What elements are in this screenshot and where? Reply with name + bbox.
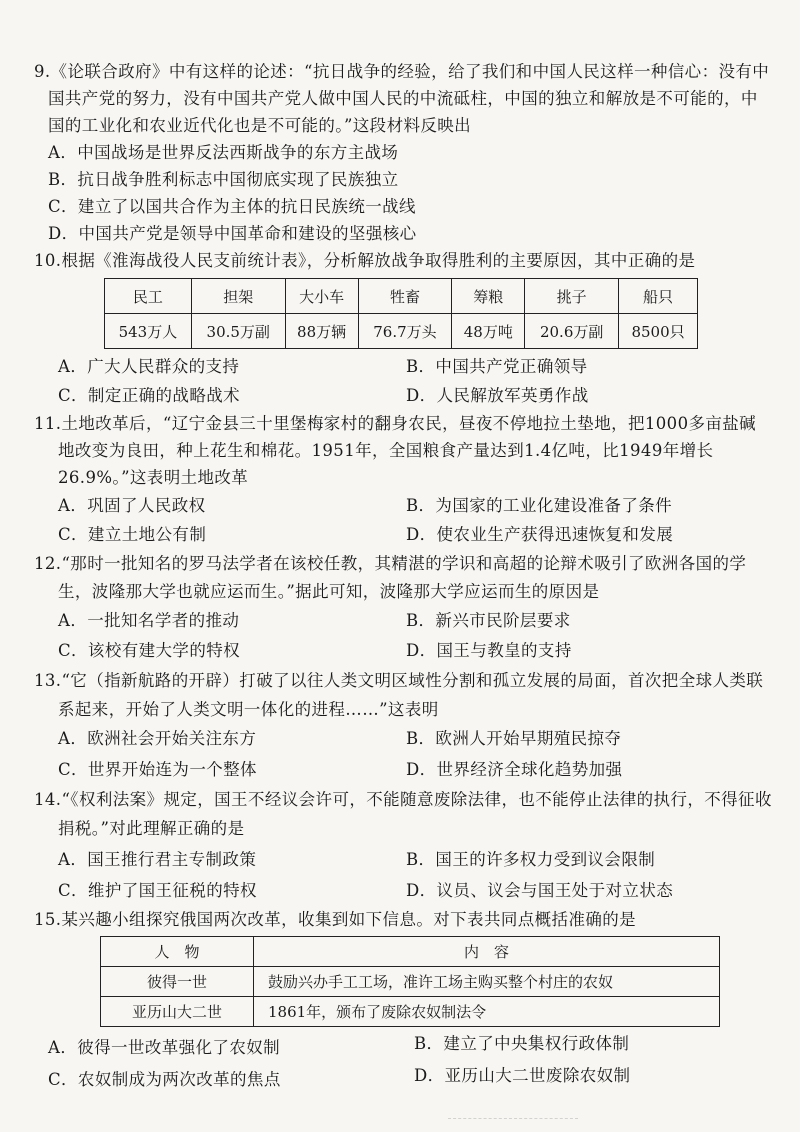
question-stem-line: 10.根据《淮海战役人民支前统计表》，分析解放战争取得胜利的主要原因，其中正确的是 [34,251,696,270]
question-number: 15. [34,910,62,929]
option-c[interactable]: C．世界开始连为一个整体 [58,760,257,779]
question-stem-line: 14.“《权利法案》规定，国王不经议会许可，不能随意废除法律，也不能停止法律的执行，不得征收 [34,790,772,809]
question-stem-line: 国的工业化和农业近代化也是不可能的。”这段材料反映出 [48,116,472,135]
question-number: 12. [34,554,62,573]
option-c[interactable]: C．该校有建大学的特权 [58,641,241,660]
table-cell: 48万吨 [452,314,525,349]
option-c[interactable]: C．建立了以国共合作为主体的抗日民族统一战线 [48,197,416,216]
option-a[interactable]: A．一批知名学者的推动 [58,611,240,630]
question-stem-line: 13.“它（指新航路的开辟）打破了以往人类文明区域性分割和孤立发展的局面，首次把全球人类联 [34,671,764,690]
table-row [101,967,720,997]
option-d[interactable]: D．亚历山大二世废除农奴制 [414,1066,631,1085]
option-c[interactable]: C．农奴制成为两次改革的焦点 [48,1070,281,1089]
option-b[interactable]: B．抗日战争胜利标志中国彻底实现了民族独立 [48,170,399,189]
option-b[interactable]: B．中国共产党正确领导 [406,357,588,376]
table-cell: 543万人 [105,314,192,349]
table-cell: 76.7万头 [358,314,452,349]
question-stem-line: 9.《论联合政府》中有这样的论述：“抗日战争的经验，给了我们和中国人民这样一种信心：没有中 [34,62,770,81]
option-d[interactable]: D．人民解放军英勇作战 [406,386,589,405]
table-header-cell: 挑子 [525,279,619,314]
option-d[interactable]: D．世界经济全球化趋势加强 [406,760,623,779]
table-row [101,997,720,1027]
option-c[interactable]: C．制定正确的战略战术 [58,386,241,405]
option-c[interactable]: C．维护了国王征税的特权 [58,881,257,900]
option-a[interactable]: A．欧洲社会开始关注东方 [58,729,257,748]
table-cell: 1861年，颁布了废除农奴制法令 [254,997,720,1027]
table-cell: 亚历山大二世 [101,997,254,1027]
question-number: 11. [34,414,62,433]
table-header-row [101,937,720,967]
question-stem-line: 地改变为良田，种上花生和棉花。1951年，全国粮食产量达到1.4亿吨，比1949年增长 [58,441,714,460]
table-cell: 鼓励兴办手工工场，准许工场主购买整个村庄的农奴 [254,967,720,997]
table-row [105,314,698,349]
option-b[interactable]: B．建立了中央集权行政体制 [414,1034,630,1053]
question-stem-line: 生，波隆那大学也就应运而生。”据此可知，波隆那大学应运而生的原因是 [58,582,600,601]
question-stem-line: 捐税。”对此理解正确的是 [58,819,245,838]
option-c[interactable]: C．建立土地公有制 [58,525,207,544]
table-header-row [105,279,698,314]
table-cell: 8500只 [619,314,698,349]
option-d[interactable]: D．中国共产党是领导中国革命和建设的坚强核心 [48,224,417,243]
option-a[interactable]: A．巩固了人民政权 [58,496,206,515]
option-b[interactable]: B．国王的许多权力受到议会限制 [406,850,656,869]
question-number: 13. [34,671,62,690]
page-footer-mark [448,1118,578,1125]
question-stem-line: 26.9%。”这表明土地改革 [58,468,249,487]
question-number: 9. [34,62,51,81]
question-number: 10. [34,251,62,270]
table-header-cell: 筹粮 [452,279,525,314]
option-b[interactable]: B．欧洲人开始早期殖民掠夺 [406,729,622,748]
question-stem-line: 国共产党的努力，没有中国共产党人做中国人民的中流砥柱，中国的独立和解放是不可能的，中 [48,89,758,108]
option-d[interactable]: D．使农业生产获得迅速恢复和发展 [406,525,674,544]
table-cell: 88万辆 [285,314,358,349]
option-a[interactable]: A．国王推行君主专制政策 [58,850,257,869]
question-stem-line: 系起来，开始了人类文明一体化的进程……”这表明 [58,700,439,719]
question-stem-line: 15.某兴趣小组探究俄国两次改革，收集到如下信息。对下表共同点概括准确的是 [34,910,637,929]
table-cell: 30.5万副 [191,314,285,349]
question-stem-line: 11.土地改革后，“辽宁金县三十里堡梅家村的翻身农民，昼夜不停地拉土垫地，把1000多亩盐碱 [34,414,757,433]
option-a[interactable]: A．中国战场是世界反法西斯战争的东方主战场 [48,143,399,162]
table-header-cell: 船只 [619,279,698,314]
option-b[interactable]: B．为国家的工业化建设准备了条件 [406,496,673,515]
table-cell: 20.6万副 [525,314,619,349]
option-a[interactable]: A．广大人民群众的支持 [58,357,240,376]
option-a[interactable]: A．彼得一世改革强化了农奴制 [48,1038,281,1057]
reform-comparison-table [100,936,720,1027]
support-statistics-table [104,278,698,349]
table-header-cell: 担架 [191,279,285,314]
table-header-cell: 内 容 [254,937,720,967]
table-header-cell: 大小车 [285,279,358,314]
option-b[interactable]: B．新兴市民阶层要求 [406,611,571,630]
table-cell: 彼得一世 [101,967,254,997]
table-header-cell: 牲畜 [358,279,452,314]
table-header-cell: 民工 [105,279,192,314]
option-d[interactable]: D．国王与教皇的支持 [406,641,572,660]
question-stem-line: 12.“那时一批知名的罗马法学者在该校任教，其精湛的学识和高超的论辩术吸引了欧洲各国的学 [34,554,747,573]
table-header-cell: 人 物 [101,937,254,967]
option-d[interactable]: D．议员、议会与国王处于对立状态 [406,881,674,900]
question-number: 14. [34,790,62,809]
